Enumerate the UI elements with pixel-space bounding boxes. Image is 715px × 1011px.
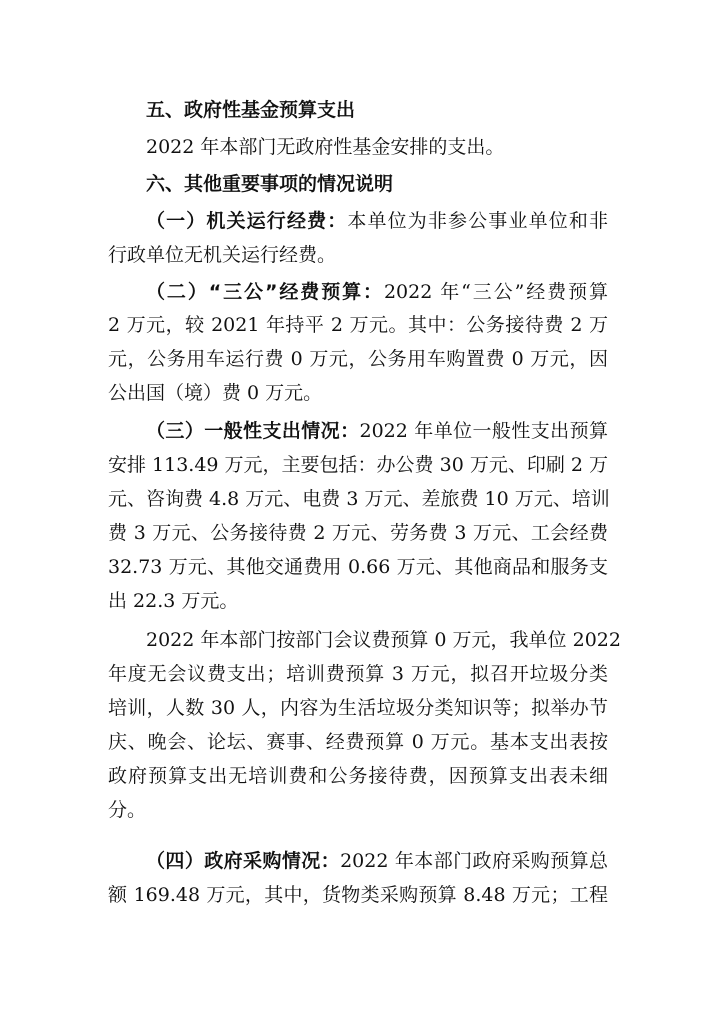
- paragraph-general-expense-line: 费 3 万元、公务接待费 2 万元、劳务费 3 万元、工会经费: [108, 522, 608, 544]
- paragraph-general-expense-line: 元、咨询费 4.8 万元、电费 3 万元、差旅费 10 万元、培训: [108, 488, 610, 510]
- text-span: 本单位为非参公事业单位和非: [347, 210, 608, 232]
- paragraph-operating-funds-line: 行政单位无机关运行经费。: [108, 244, 337, 266]
- paragraph-general-expense-line: [146, 418, 608, 444]
- paragraph-meeting-line: 庆、晚会、论坛、赛事、经费预算 0 万元。基本支出表按: [108, 731, 608, 753]
- paragraph-general-expense-line: 安排 113.49 万元，主要包括：办公费 30 万元、印刷 2 万: [108, 454, 608, 476]
- subheading-general-expense: （三）一般性支出情况：: [146, 420, 360, 442]
- subheading-procurement: （四）政府采购情况：: [146, 850, 341, 872]
- paragraph-meeting-line: 政府预算支出无培训费和公务接待费，因预算支出表未细: [108, 765, 608, 787]
- paragraph-three-public-line: [146, 279, 608, 305]
- section-heading-5: 五、政府性基金预算支出: [146, 99, 356, 121]
- paragraph-procurement-line: 额 169.48 万元，其中，货物类采购预算 8.48 万元；工程: [108, 884, 608, 906]
- paragraph-government-fund: 2022 年本部门无政府性基金安排的支出。: [146, 136, 505, 158]
- paragraph-three-public-line: 元，公务用车运行费 0 万元，公务用车购置费 0 万元，因: [108, 348, 608, 370]
- text-span: 2022 年“三公”经费预算: [383, 281, 608, 303]
- section-heading-6: 六、其他重要事项的情况说明: [146, 173, 394, 195]
- paragraph-operating-funds-line: [146, 208, 608, 234]
- subheading-three-public: （二）“三公”经费预算：: [146, 281, 384, 303]
- paragraph-meeting-line: 2022 年本部门按部门会议费预算 0 万元，我单位 2022: [146, 629, 621, 651]
- subheading-operating-funds: （一）机关运行经费：: [146, 210, 348, 232]
- paragraph-three-public-line: 2 万元，较 2021 年持平 2 万元。其中：公务接待费 2 万: [108, 314, 608, 336]
- text-span: 2022 年本部门政府采购预算总: [340, 850, 608, 872]
- paragraph-meeting-line: 年度无会议费支出；培训费预算 3 万元，拟召开垃圾分类: [108, 663, 608, 685]
- paragraph-procurement-line: [146, 848, 608, 874]
- paragraph-meeting-line: 培训，人数 30 人，内容为生活垃圾分类知识等；拟举办节: [108, 697, 608, 719]
- paragraph-meeting-line: 分。: [108, 799, 147, 821]
- paragraph-general-expense-line: 32.73 万元、其他交通费用 0.66 万元、其他商品和服务支: [108, 556, 608, 578]
- paragraph-general-expense-line: 出 22.3 万元。: [108, 590, 239, 612]
- text-span: 2022 年单位一般性支出预算: [359, 420, 608, 442]
- paragraph-three-public-line: 公出国（境）费 0 万元。: [108, 382, 323, 404]
